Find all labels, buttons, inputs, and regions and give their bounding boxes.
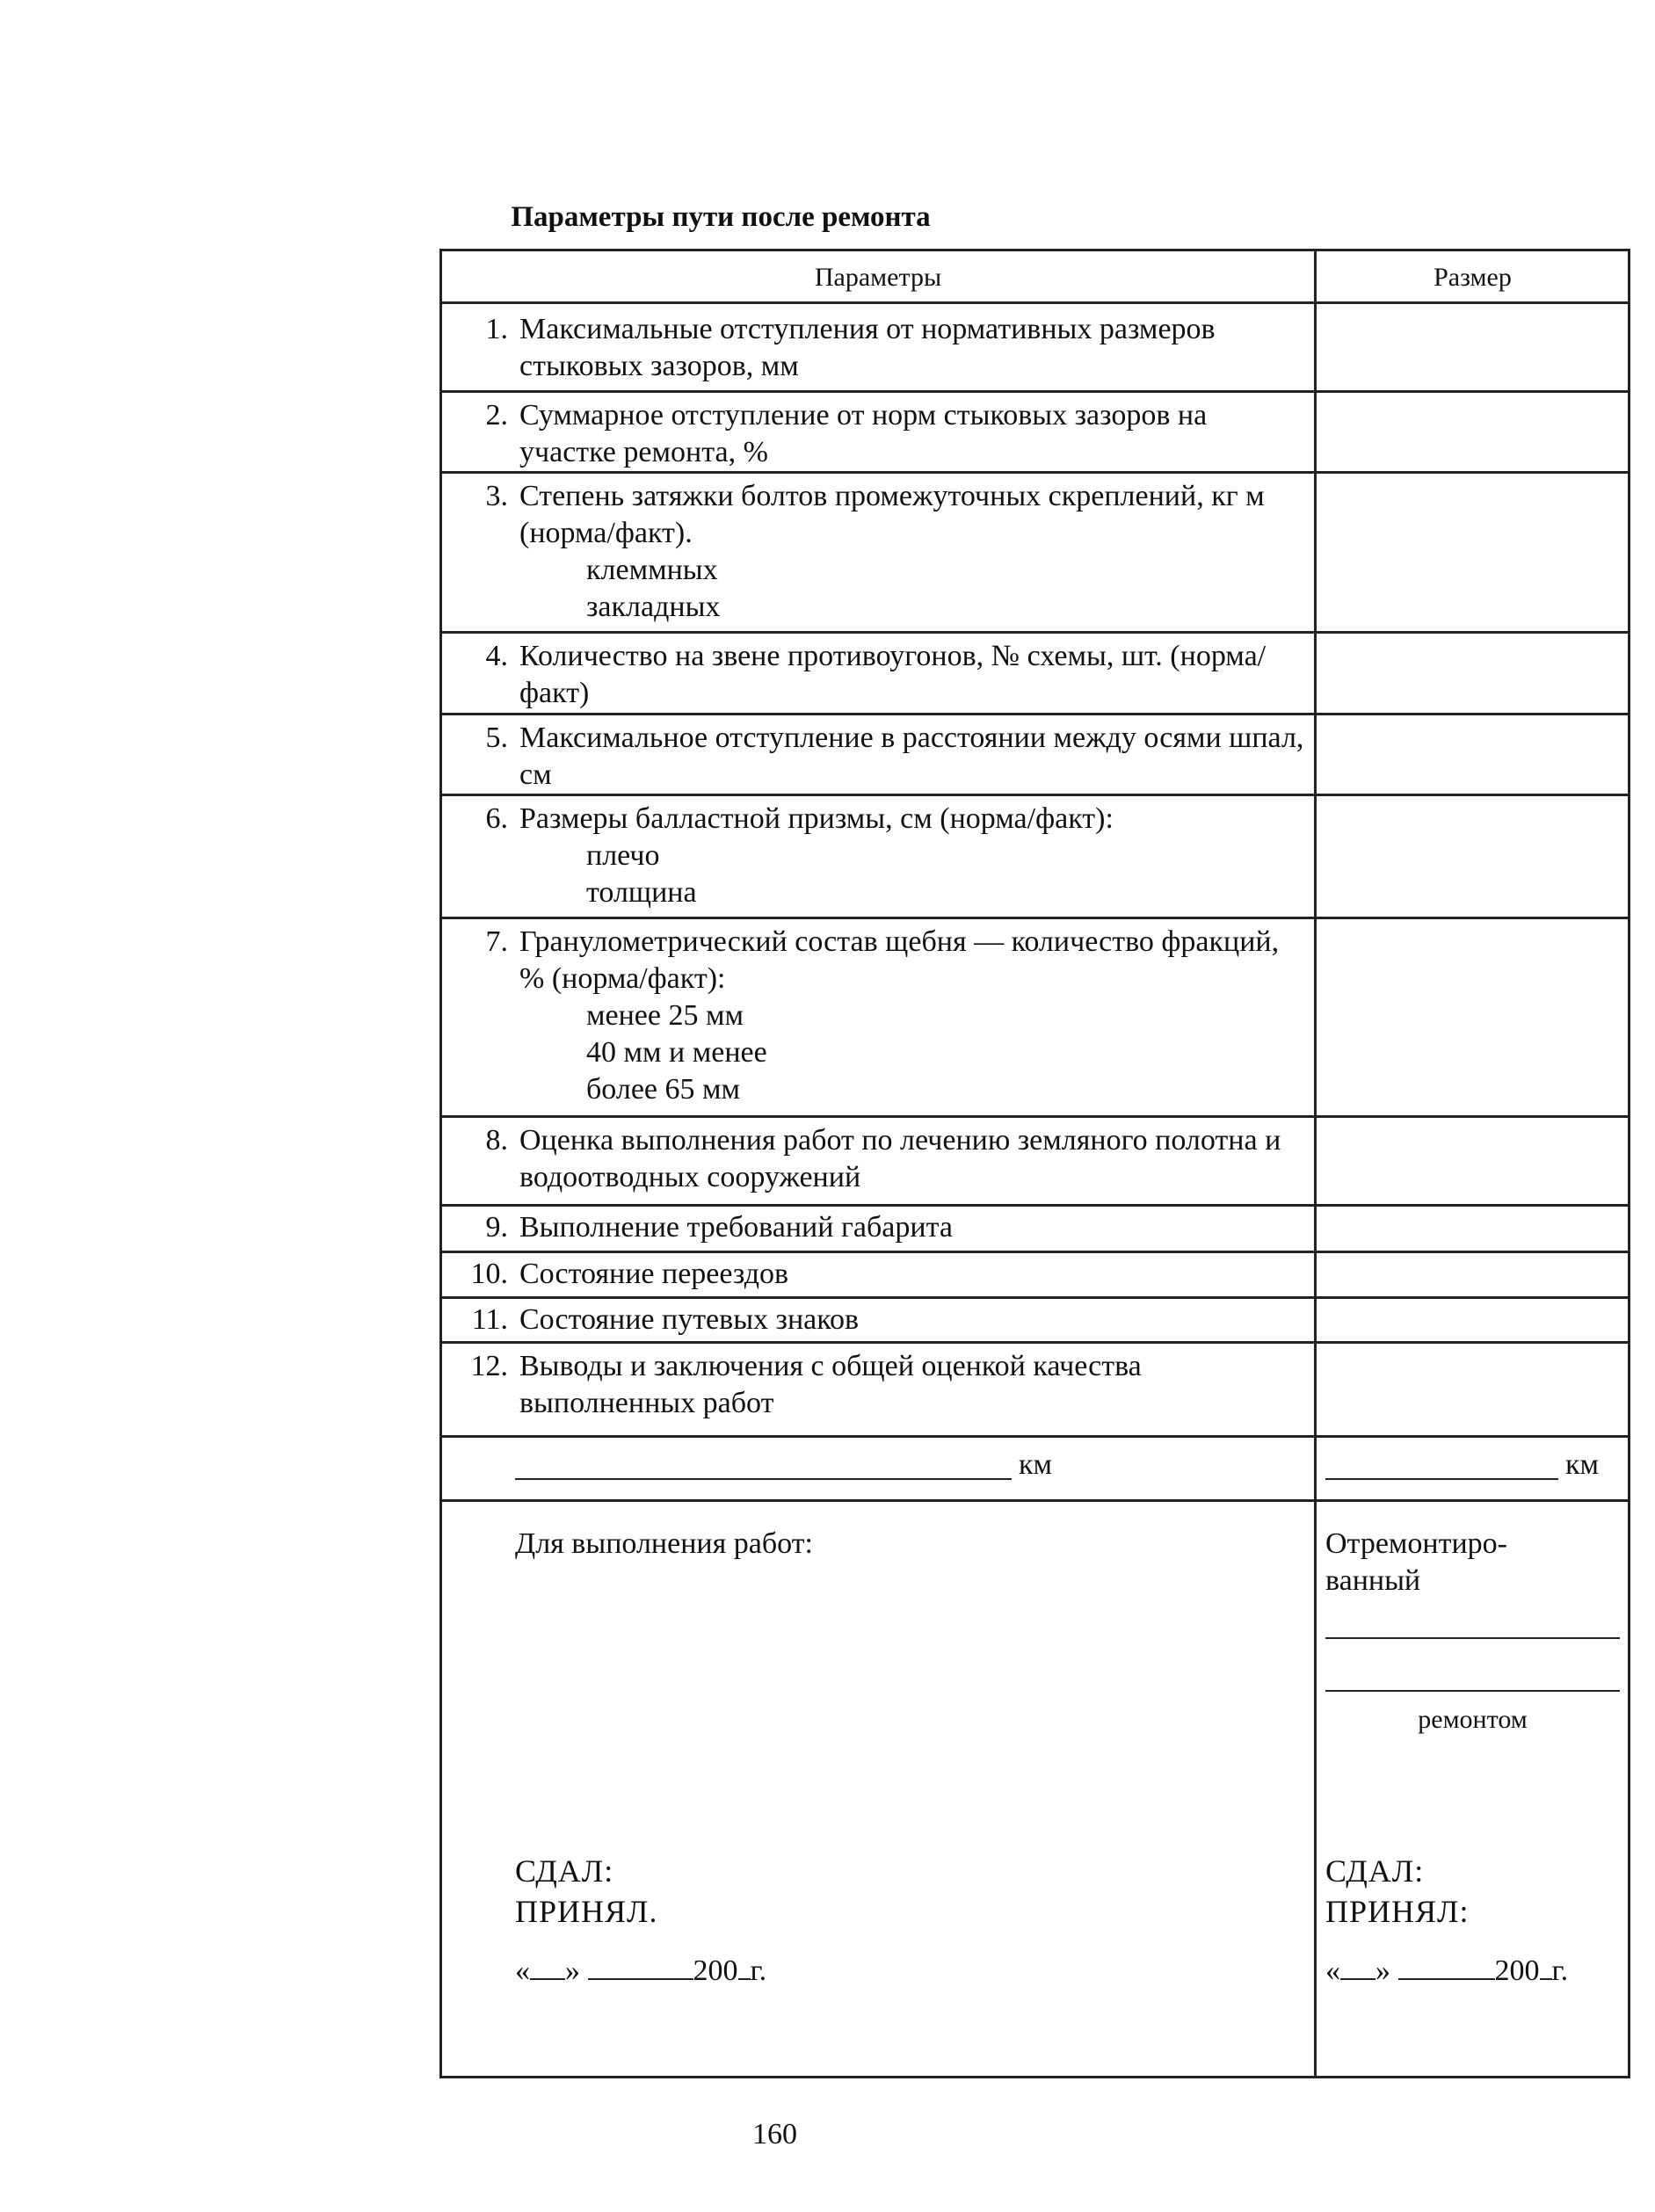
page-title: Параметры пути после ремонта [511,201,931,233]
row-divider [442,1499,1628,1502]
row-divider [442,1204,1628,1207]
km-blank-line [1325,1478,1558,1480]
row-divider [442,1115,1628,1118]
row-subitem: менее 25 мм [586,999,744,1032]
repaired-label: Отремонтиро- [1325,1527,1508,1560]
row-subitem: клеммных [586,554,718,586]
year-prefix: 200 [1494,1955,1540,1987]
day-blank [530,1952,565,1980]
date-field [1325,1952,1568,1990]
row-text: Состояние переездов [519,1258,789,1290]
row-text: Размеры балластной призмы, см (норма/факт): [519,802,1114,835]
row-number: 11. [471,1303,508,1336]
row-text: Гранулометрический состав щебня — количество фракций, % (норма/факт): [519,925,1280,995]
row-subitem: более 65 мм [586,1073,741,1106]
date-quote-close: » [565,1955,580,1987]
row-number: 12. [470,1350,508,1382]
row-number: 8. [485,1124,508,1157]
row-divider [442,1435,1628,1438]
km-label: км [1565,1448,1600,1481]
year-suffix: г. [1551,1955,1569,1987]
accepted-label: ПРИНЯЛ: [1325,1894,1470,1929]
header-params: Параметры [814,263,942,292]
year-prefix: 200 [693,1955,738,1987]
year-blank [738,1952,751,1980]
row-divider [442,917,1628,919]
row-number: 4. [485,640,508,672]
row-number: 6. [485,802,508,835]
row-text: Выполнение требований габарита [519,1211,953,1244]
row-text: Максимальное отступление в расстоянии между осями шпал, см [519,722,1304,791]
row-text: Оценка выполнения работ по лечению земляного полотна и водоотводных сооружений [519,1124,1281,1193]
month-blank [588,1952,693,1980]
date-quote-close: » [1376,1955,1390,1987]
km-blank-line [515,1478,1012,1480]
month-blank [1398,1952,1495,1980]
column-divider [1314,251,1317,2076]
work-label: Для выполнения работ: [515,1527,813,1560]
row-divider [442,1296,1628,1299]
row-subitem: толщина [586,876,697,909]
row-number: 9. [485,1211,508,1244]
year-blank [1540,1952,1552,1980]
row-number: 3. [485,480,508,512]
row-subitem: 40 мм и менее [586,1036,767,1069]
day-blank [1340,1952,1376,1980]
accepted-label: ПРИНЯЛ. [515,1894,658,1929]
row-divider [442,794,1628,796]
handed-label: СДАЛ: [515,1853,614,1889]
blank-line [1325,1637,1620,1639]
row-text: Состояние путевых знаков [519,1303,860,1336]
date-quote-open: « [1325,1955,1340,1987]
row-divider [442,1341,1628,1344]
row-number: 10. [470,1258,508,1290]
blank-line [1325,1690,1620,1692]
km-label: км [1019,1448,1053,1481]
parameters-table [439,249,1630,2078]
date-field [515,1952,766,1990]
row-divider [442,713,1628,715]
row-text: Количество на звене противоугонов, № схемы, шт. (норма/факт) [519,640,1267,709]
row-divider [442,471,1628,474]
row-subitem: плечо [586,839,660,872]
row-divider [442,301,1628,304]
row-number: 2. [485,399,508,432]
row-number: 1. [485,313,508,345]
handed-label: СДАЛ: [1325,1853,1425,1889]
repair-caption: ремонтом [1418,1705,1528,1734]
row-text: Степень затяжки болтов промежуточных скреплений, кг м (норма/факт). [519,480,1265,549]
row-number: 7. [485,925,508,958]
row-subitem: закладных [586,591,721,623]
date-quote-open: « [515,1955,530,1987]
row-divider [442,1251,1628,1253]
row-divider [442,631,1628,634]
row-number: 5. [485,722,508,754]
row-text: Выводы и заключения с общей оценкой качества выполненных работ [519,1350,1142,1419]
row-text: Суммарное отступление от норм стыковых зазоров на участке ремонта, % [519,399,1208,468]
year-suffix: г. [750,1955,767,1987]
page-number: 160 [752,2118,797,2150]
row-text: Максимальные отступления от нормативных размеров стыковых зазоров, мм [519,313,1216,382]
header-size: Размер [1434,263,1512,292]
row-divider [442,390,1628,393]
repaired-label: ванный [1325,1564,1421,1597]
